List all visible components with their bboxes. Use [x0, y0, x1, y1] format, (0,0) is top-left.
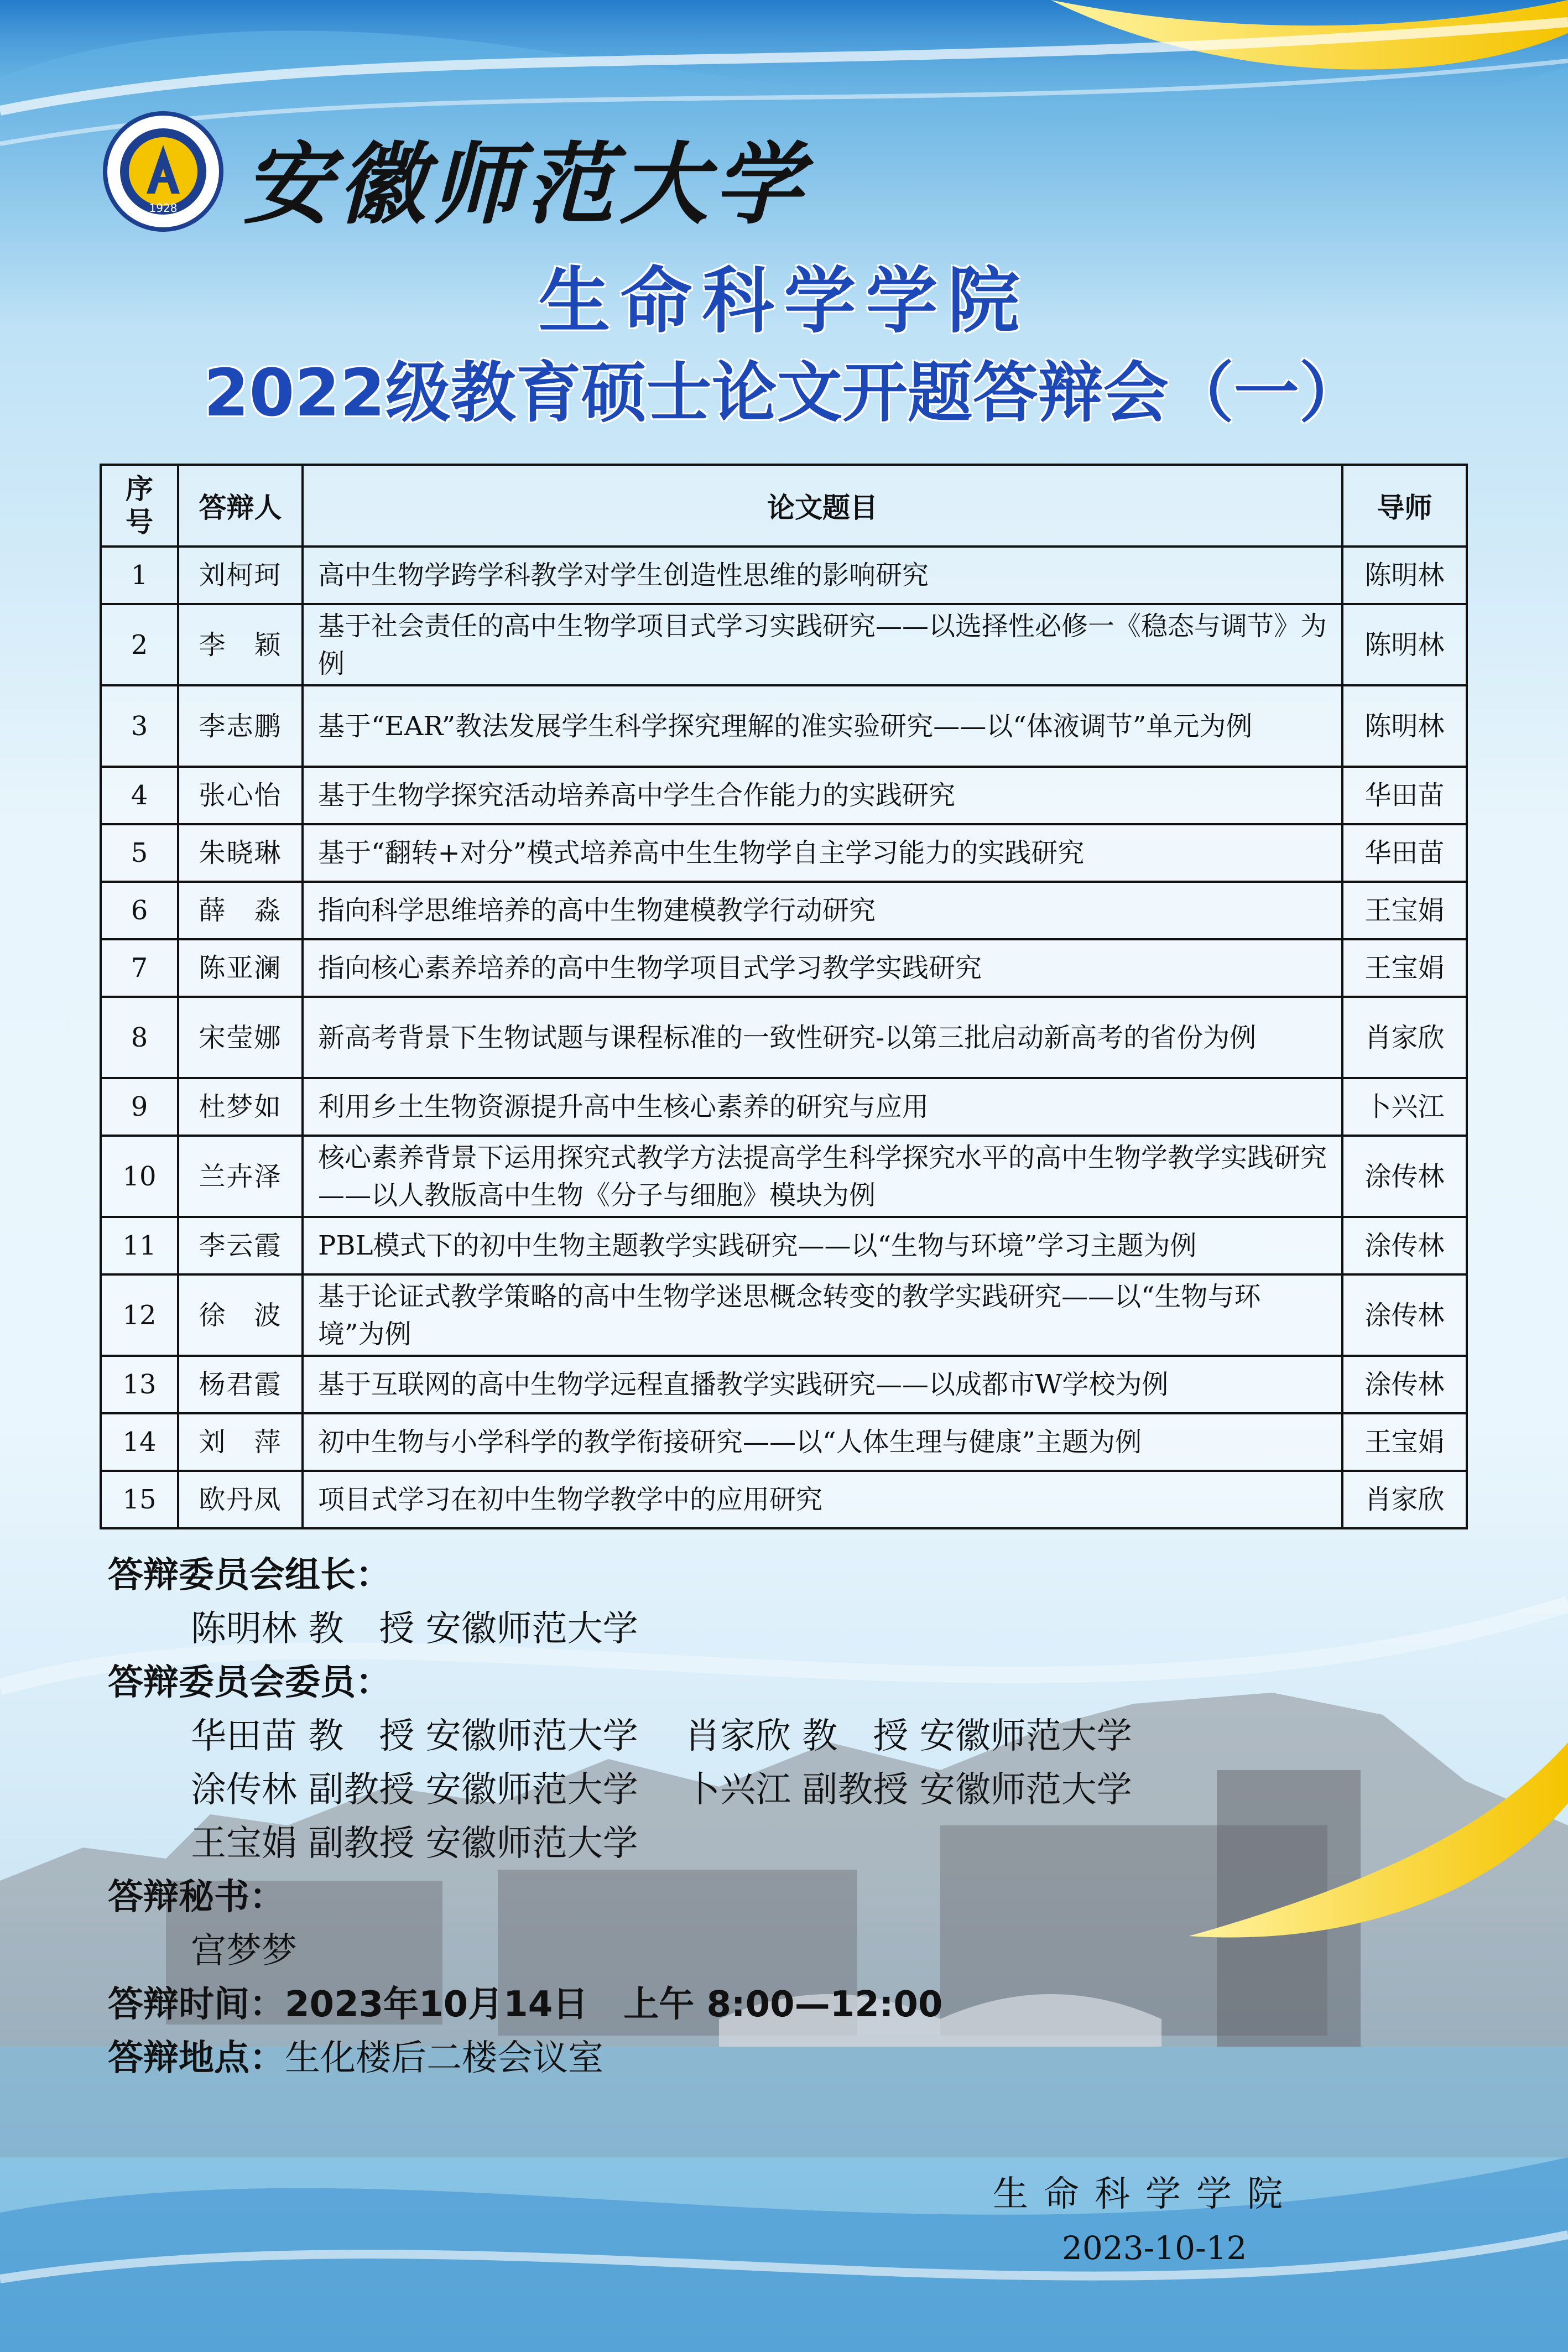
table-row — [101, 767, 1467, 824]
row-name: 刘柯珂 — [178, 547, 303, 604]
row-name: 李 颖 — [178, 604, 303, 685]
row-advisor: 陈明林 — [1342, 604, 1467, 685]
row-advisor: 卜兴江 — [1342, 1078, 1467, 1136]
row-no: 3 — [101, 685, 178, 767]
row-topic: 基于论证式教学策略的高中生物学迷思概念转变的教学实践研究——以“生物与环境”为例 — [303, 1274, 1342, 1356]
row-topic: PBL模式下的初中生物主题教学实践研究——以“生物与环境”学习主题为例 — [303, 1217, 1342, 1274]
row-advisor: 王宝娟 — [1342, 1413, 1467, 1471]
row-no: 7 — [101, 939, 178, 997]
row-advisor: 涂传林 — [1342, 1274, 1467, 1356]
row-topic: 基于社会责任的高中生物学项目式学习实践研究——以选择性必修一《稳态与调节》为例 — [303, 604, 1342, 685]
table-row — [101, 939, 1467, 997]
row-advisor: 肖家欣 — [1342, 997, 1467, 1078]
row-topic: 指向核心素养培养的高中生物学项目式学习教学实践研究 — [303, 939, 1342, 997]
time-row — [108, 1978, 1132, 2032]
member-line: 王宝娟 副教授 安徽师范大学 — [191, 1823, 638, 1864]
row-no: 14 — [101, 1413, 178, 1471]
footer-org: 生命科学学院 — [993, 2174, 1298, 2215]
footer-date: 2023-10-12 — [1062, 2229, 1247, 2267]
table-row — [101, 1274, 1467, 1356]
row-topic: 基于互联网的高中生物学远程直播教学实践研究——以成都市W学校为例 — [303, 1356, 1342, 1413]
university-name: 安徽师范大学 — [243, 132, 808, 236]
table-row — [101, 1471, 1467, 1528]
row-name: 陈亚澜 — [178, 939, 303, 997]
secretary-label: 答辩秘书： — [108, 1877, 285, 1918]
row-advisor: 涂传林 — [1342, 1356, 1467, 1413]
committee-info — [108, 1549, 1132, 2085]
table-row — [101, 547, 1467, 604]
secretary-name: 宫梦梦 — [191, 1930, 297, 1971]
row-topic: 新高考背景下生物试题与课程标准的一致性研究-以第三批启动新高考的省份为例 — [303, 997, 1342, 1078]
row-no: 10 — [101, 1136, 178, 1217]
place-value: 生化楼后二楼会议室 — [285, 2038, 603, 2079]
row-name: 徐 波 — [178, 1274, 303, 1356]
row-name: 薛 淼 — [178, 882, 303, 939]
row-advisor: 王宝娟 — [1342, 939, 1467, 997]
row-no: 6 — [101, 882, 178, 939]
header-advisor: 导师 — [1342, 465, 1467, 547]
row-advisor: 涂传林 — [1342, 1136, 1467, 1217]
table-row — [101, 1136, 1467, 1217]
row-no: 13 — [101, 1356, 178, 1413]
row-no: 2 — [101, 604, 178, 685]
table-row — [101, 604, 1467, 685]
logo-year: 1928 — [149, 201, 178, 215]
table-row — [101, 1217, 1467, 1274]
time-label: 答辩时间： — [108, 1984, 285, 2025]
chair-label: 答辩委员会组长： — [108, 1555, 391, 1596]
row-advisor: 华田苗 — [1342, 824, 1467, 882]
row-name: 兰卉泽 — [178, 1136, 303, 1217]
header-no: 序号 — [101, 465, 178, 547]
table-row — [101, 997, 1467, 1078]
college-title: 生命科学学院 — [538, 259, 1030, 343]
row-name: 刘 萍 — [178, 1413, 303, 1471]
thesis-table — [100, 464, 1468, 1529]
row-topic: 基于生物学探究活动培养高中学生合作能力的实践研究 — [303, 767, 1342, 824]
table-header-row — [101, 465, 1467, 547]
row-advisor: 华田苗 — [1342, 767, 1467, 824]
row-topic: 基于“翻转+对分”模式培养高中生生物学自主学习能力的实践研究 — [303, 824, 1342, 882]
row-name: 杨君霞 — [178, 1356, 303, 1413]
row-name: 李志鹏 — [178, 685, 303, 767]
row-no: 12 — [101, 1274, 178, 1356]
row-topic: 初中生物与小学科学的教学衔接研究——以“人体生理与健康”主题为例 — [303, 1413, 1342, 1471]
event-title: 2022级教育硕士论文开题答辩会（一） — [204, 355, 1364, 431]
row-no: 9 — [101, 1078, 178, 1136]
member-line: 涂传林 副教授 安徽师范大学 卜兴江 副教授 安徽师范大学 — [191, 1770, 1132, 1810]
row-advisor: 陈明林 — [1342, 547, 1467, 604]
row-name: 宋莹娜 — [178, 997, 303, 1078]
row-no: 5 — [101, 824, 178, 882]
row-topic: 高中生物学跨学科教学对学生创造性思维的影响研究 — [303, 547, 1342, 604]
row-no: 8 — [101, 997, 178, 1078]
row-no: 11 — [101, 1217, 178, 1274]
university-logo — [102, 111, 224, 232]
chair-line: 陈明林 教 授 安徽师范大学 — [191, 1609, 638, 1649]
row-topic: 核心素养背景下运用探究式教学方法提高学生科学探究水平的高中生物学教学实践研究——以人教版高中生物《分子与细胞》模块为例 — [303, 1136, 1342, 1217]
header-topic: 论文题目 — [303, 465, 1342, 547]
row-advisor: 陈明林 — [1342, 685, 1467, 767]
header-name: 答辩人 — [178, 465, 303, 547]
place-label: 答辩地点： — [108, 2038, 285, 2079]
row-advisor: 王宝娟 — [1342, 882, 1467, 939]
place-row — [108, 2032, 1132, 2085]
row-name: 李云霞 — [178, 1217, 303, 1274]
row-name: 杜梦如 — [178, 1078, 303, 1136]
member-line: 华田苗 教 授 安徽师范大学 肖家欣 教 授 安徽师范大学 — [191, 1716, 1132, 1757]
row-topic: 基于“EAR”教法发展学生科学探究理解的准实验研究——以“体液调节”单元为例 — [303, 685, 1342, 767]
row-no: 4 — [101, 767, 178, 824]
row-no: 1 — [101, 547, 178, 604]
row-name: 张心怡 — [178, 767, 303, 824]
table-row — [101, 1078, 1467, 1136]
table-row — [101, 1356, 1467, 1413]
row-name: 朱晓琳 — [178, 824, 303, 882]
row-advisor: 涂传林 — [1342, 1217, 1467, 1274]
table-row — [101, 1413, 1467, 1471]
table-row — [101, 685, 1467, 767]
row-name: 欧丹凤 — [178, 1471, 303, 1528]
row-topic: 利用乡土生物资源提升高中生核心素养的研究与应用 — [303, 1078, 1342, 1136]
table-row — [101, 824, 1467, 882]
table-row — [101, 882, 1467, 939]
row-topic: 项目式学习在初中生物学教学中的应用研究 — [303, 1471, 1342, 1528]
row-no: 15 — [101, 1471, 178, 1528]
row-topic: 指向科学思维培养的高中生物建模教学行动研究 — [303, 882, 1342, 939]
time-value: 2023年10月14日 上午 8:00—12:00 — [285, 1984, 943, 2025]
row-advisor: 肖家欣 — [1342, 1471, 1467, 1528]
members-label: 答辩委员会委员： — [108, 1662, 391, 1703]
